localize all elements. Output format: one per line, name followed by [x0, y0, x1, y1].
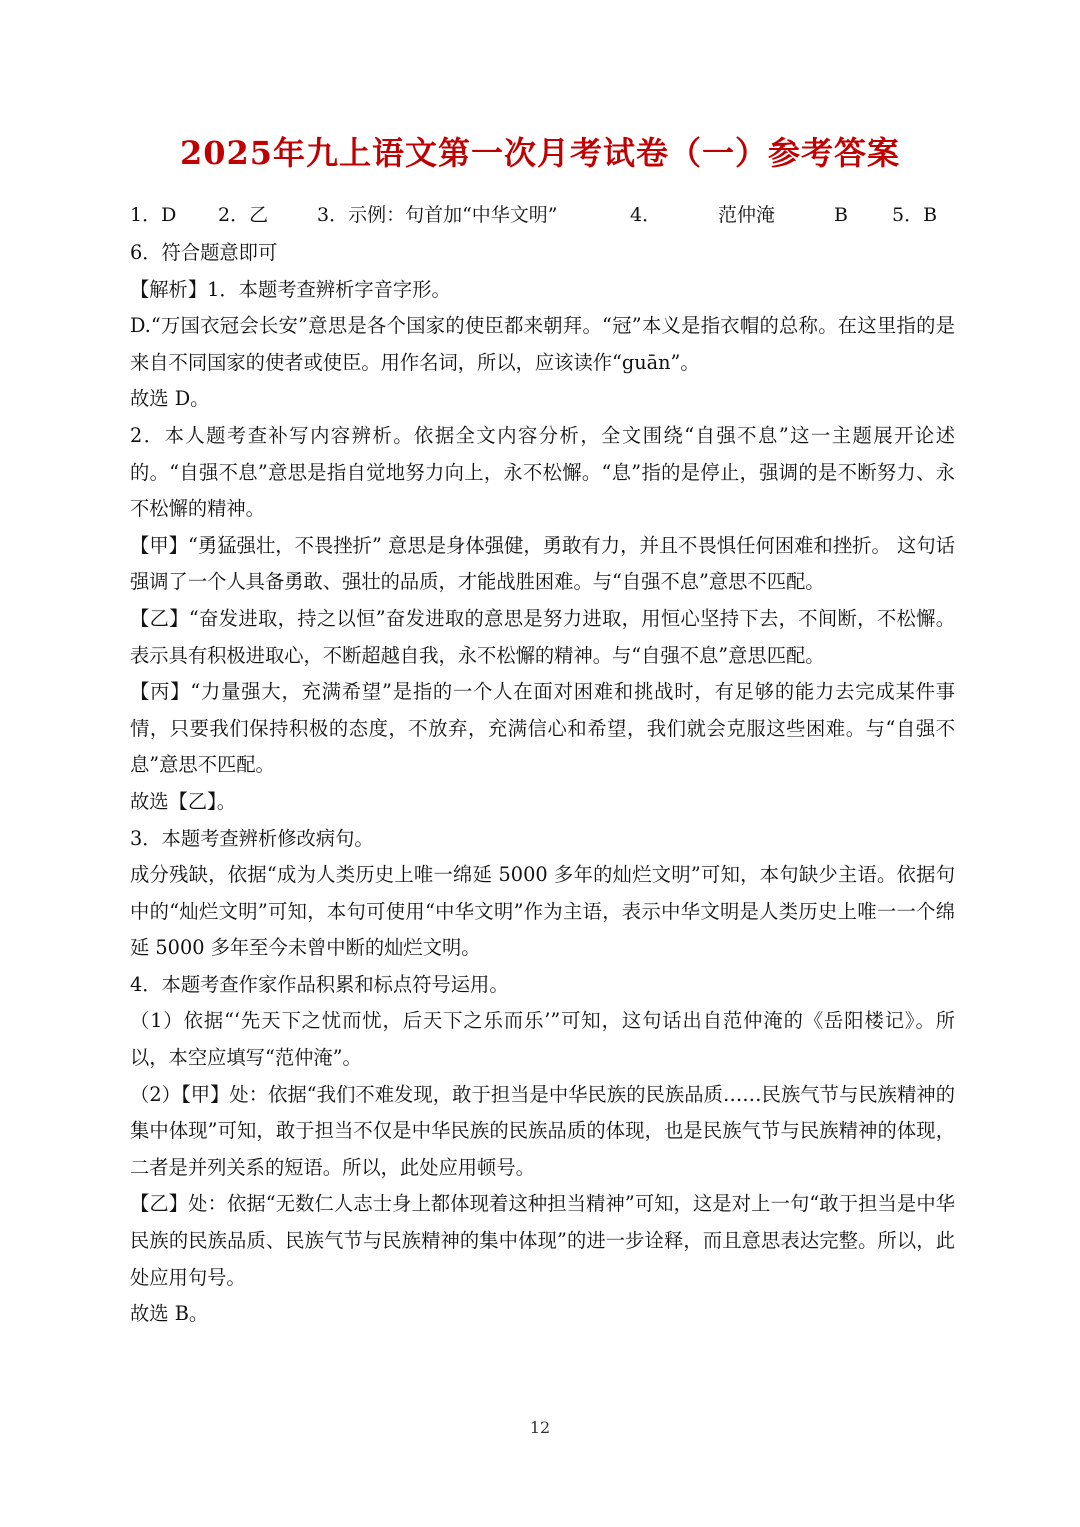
answer-1: 1．D — [130, 204, 177, 226]
paragraph: 成分残缺，依据“成为人类历史上唯一绵延 5000 多年的灿烂文明”可知，本句缺少主语。依据句中的“灿烂文明”可知，本句可使用“中华文明”作为主语，表示中华文明是人类历史上唯一一个绵延 5000 多年至今未曾中断的灿烂文明。 — [130, 863, 955, 960]
paragraph: 故选 D。 — [130, 387, 210, 411]
paragraph: 【乙】“奋发进取，持之以恒”奋发进取的意思是努力进取，用恒心坚持下去，不间断，不松懈。表示具有积极进取心，不断超越自我，永不松懈的精神。与“自强不息”意思匹配。 — [130, 606, 955, 667]
paragraph: 【丙】“力量强大，充满希望”是指的一个人在面对困难和挑战时，有足够的能力去完成某件事情，只要我们保持积极的态度，不放弃，充满信心和希望，我们就会克服这些困难。与“自强不息”意思不匹配。 — [130, 680, 955, 777]
paragraph: （2）【甲】处：依据“我们不难发现，敢于担当是中华民族的民族品质……民族气节与民族精神的集中体现”可知，敢于担当不仅是中华民族的民族品质的体现，也是民族气节与民族精神的体现，二者是并列关系的短语。所以，此处应用顿号。 — [130, 1082, 955, 1179]
answer-2: 2．乙 — [218, 204, 269, 226]
paragraph: D.“万国衣冠会长安”意思是各个国家的使臣都来朝拜。“冠”本义是指衣帽的总称。在这里指的是来自不同国家的使者或使臣。用作名词，所以，应该读作“guān”。 — [130, 314, 955, 374]
paragraph: 6．符合题意即可 — [130, 241, 278, 264]
explanation-body — [130, 235, 955, 1333]
page-number: 12 — [529, 1418, 551, 1437]
answer-4-number: 4． — [630, 204, 662, 226]
paragraph: 故选 B。 — [130, 1302, 209, 1326]
answer-5: 5．B — [892, 204, 938, 226]
paragraph: 4．本题考查作家作品积累和标点符号运用。 — [130, 972, 509, 996]
paragraph: （1）依据“‘先天下之忧而忧，后天下之乐而乐’”可知，这句话出自范仲淹的《岳阳楼记》。所以，本空应填写“范仲淹”。 — [130, 1009, 955, 1070]
answer-3: 3．示例：句首加“中华文明” — [317, 204, 558, 226]
paragraph: 【甲】“勇猛强壮，不畏挫折” 意思是身体强健，勇敢有力，并且不畏惧任何困难和挫折。 这句话强调了一个人具备勇敢、强壮的品质，才能战胜困难。与“自强不息”意思不匹配。 — [130, 533, 955, 594]
answer-4-value-2: B — [834, 204, 848, 226]
paragraph: 故选【乙】。 — [130, 789, 237, 813]
answer-4-value-1: 范仲淹 — [718, 204, 776, 226]
page-title: 2025年九上语文第一次月考试卷（一）参考答案 — [179, 134, 901, 172]
answer-key-line — [130, 200, 960, 230]
paragraph: 3．本题考查辨析修改病句。 — [130, 826, 374, 850]
paragraph: 2．本人题考查补写内容辨析。依据全文内容分析，全文围绕“自强不息”这一主题展开论述的。“自强不息”意思是指自觉地努力向上，永不松懈。“息”指的是停止，强调的是不断努力、永不松懈的精神。 — [130, 423, 955, 521]
paragraph: 【乙】处：依据“无数仁人志士身上都体现着这种担当精神”可知，这是对上一句“敢于担当是中华民族的民族品质、民族气节与民族精神的集中体现”的进一步诠释，而且意思表达完整。所以，此处应用句号。 — [130, 1192, 955, 1289]
paragraph: 【解析】1．本题考查辨析字音字形。 — [130, 277, 451, 301]
